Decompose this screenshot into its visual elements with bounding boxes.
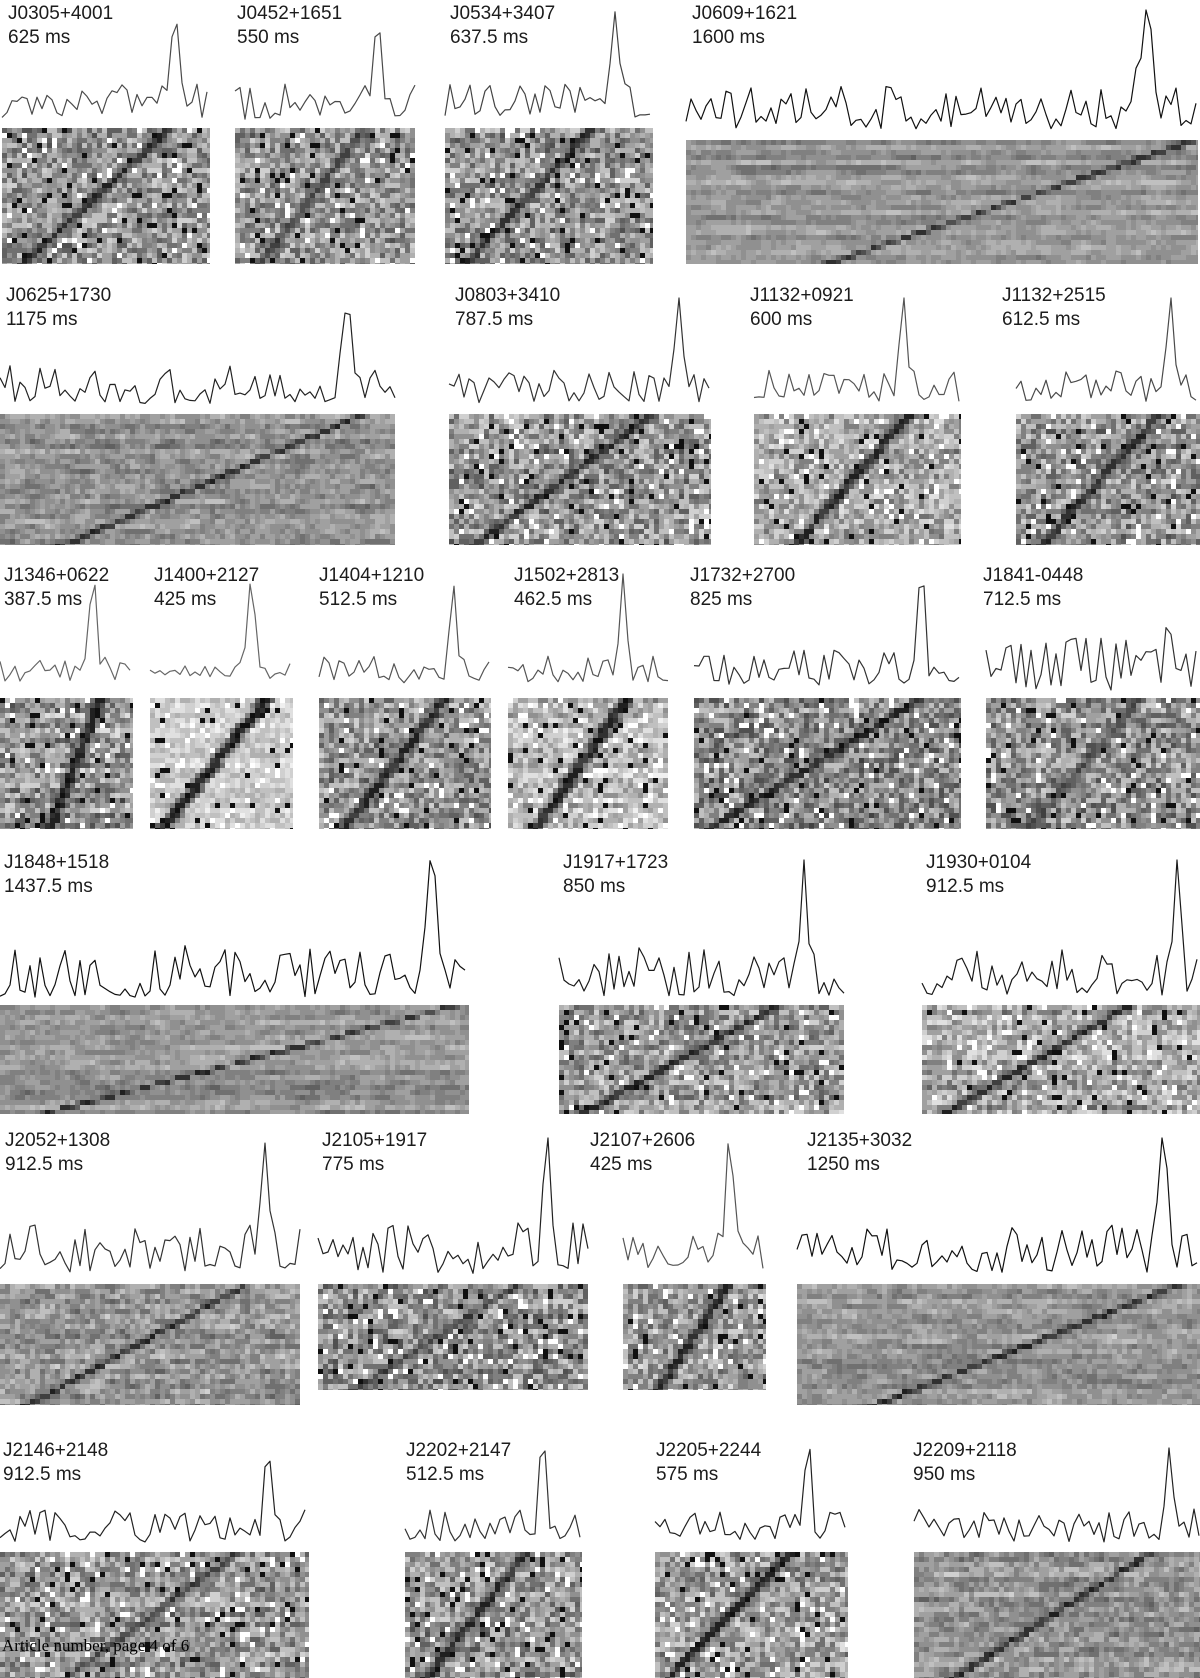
dynamic-spectrum-image — [655, 1552, 848, 1678]
dynamic-spectrum-image — [405, 1552, 582, 1678]
dynamic-spectrum-image — [623, 1284, 766, 1390]
pulsar-period: 387.5 ms — [4, 589, 83, 610]
pulsar-period: 712.5 ms — [983, 589, 1062, 610]
pulsar-period: 550 ms — [237, 27, 300, 48]
pulsar-name: J0305+4001 — [8, 3, 114, 24]
dynamic-spectrum-image — [797, 1284, 1200, 1405]
panel-label — [450, 2, 555, 50]
pulsar-name: J2052+1308 — [5, 1130, 111, 1151]
panel-label — [514, 564, 619, 612]
pulsar-period: 1250 ms — [807, 1154, 880, 1175]
dynamic-spectrum-image — [686, 140, 1198, 264]
panel-label — [4, 851, 109, 899]
pulsar-name: J0803+3410 — [455, 285, 561, 306]
pulsar-period: 425 ms — [154, 589, 217, 610]
pulsar-period: 775 ms — [322, 1154, 385, 1175]
dynamic-spectrum-image — [694, 698, 961, 829]
dynamic-spectrum-image — [914, 1552, 1200, 1678]
pulsar-period: 462.5 ms — [514, 589, 593, 610]
pulsar-period: 787.5 ms — [455, 309, 534, 330]
dynamic-spectrum-image — [445, 128, 653, 264]
pulsar-name: J2146+2148 — [3, 1440, 109, 1461]
pulsar-period: 850 ms — [563, 876, 626, 897]
dynamic-spectrum-image — [1016, 414, 1200, 545]
pulsar-name: J1732+2700 — [690, 565, 796, 586]
pulsar-period: 512.5 ms — [406, 1464, 485, 1485]
pulsar-period: 912.5 ms — [5, 1154, 84, 1175]
pulsar-name: J2105+1917 — [322, 1130, 428, 1151]
page-footer: Article number, page 4 of 6 — [2, 1636, 190, 1655]
pulsar-period: 575 ms — [656, 1464, 719, 1485]
panel-label — [6, 284, 111, 332]
panel-label — [656, 1439, 761, 1487]
pulsar-period: 637.5 ms — [450, 27, 529, 48]
pulsar-period: 425 ms — [590, 1154, 653, 1175]
dynamic-spectrum-image — [150, 698, 293, 829]
pulsar-period: 1437.5 ms — [4, 876, 93, 897]
panel-label — [926, 851, 1031, 899]
pulsar-period: 825 ms — [690, 589, 753, 610]
pulsar-name: J1841-0448 — [983, 565, 1084, 586]
pulsar-name: J0452+1651 — [237, 3, 343, 24]
panel-label — [154, 564, 259, 612]
dynamic-spectrum-image — [922, 1005, 1200, 1114]
panel-label — [455, 284, 560, 332]
dynamic-spectrum-image — [235, 128, 415, 264]
panel-label — [590, 1129, 695, 1177]
pulsar-period: 600 ms — [750, 309, 813, 330]
pulsar-name: J1132+2515 — [1002, 285, 1106, 306]
panel-label — [690, 564, 795, 612]
panel-label — [319, 564, 424, 612]
panel-label — [750, 284, 854, 332]
pulsar-name: J0625+1730 — [6, 285, 112, 306]
panel-label — [692, 2, 797, 50]
dynamic-spectrum-image — [2, 128, 210, 264]
pulsar-period: 612.5 ms — [1002, 309, 1081, 330]
dynamic-spectrum-image — [559, 1005, 844, 1114]
dynamic-spectrum-image — [449, 414, 711, 545]
dynamic-spectrum-image — [0, 698, 133, 829]
pulsar-period: 950 ms — [913, 1464, 976, 1485]
pulsar-name: J1848+1518 — [4, 852, 110, 873]
panel-label — [983, 564, 1083, 612]
pulsar-period: 1600 ms — [692, 27, 765, 48]
pulsar-period: 912.5 ms — [926, 876, 1005, 897]
pulsar-name: J1502+2813 — [514, 565, 620, 586]
dynamic-spectrum-image — [0, 414, 395, 545]
pulsar-period: 912.5 ms — [3, 1464, 82, 1485]
dynamic-spectrum-image — [319, 698, 491, 829]
pulsar-period: 625 ms — [8, 27, 71, 48]
pulsar-name: J1917+1723 — [563, 852, 669, 873]
dynamic-spectrum-image — [508, 698, 668, 829]
pulsar-name: J2135+3032 — [807, 1130, 913, 1151]
panel-label — [406, 1439, 511, 1487]
dynamic-spectrum-image — [0, 1005, 469, 1114]
pulsar-period: 512.5 ms — [319, 589, 398, 610]
pulsar-name: J0534+3407 — [450, 3, 556, 24]
panel-label — [8, 2, 113, 50]
panel-label — [3, 1439, 108, 1487]
pulsar-name: J2107+2606 — [590, 1130, 696, 1151]
dynamic-spectrum-image — [318, 1284, 588, 1390]
pulsar-name: J1346+0622 — [4, 565, 110, 586]
pulsar-name: J1930+0104 — [926, 852, 1032, 873]
panel-label — [237, 2, 342, 50]
dynamic-spectrum-image — [0, 1552, 309, 1678]
pulsar-name: J1400+2127 — [154, 565, 260, 586]
pulsar-name: J2202+2147 — [406, 1440, 512, 1461]
pulsar-name: J1404+1210 — [319, 565, 425, 586]
pulsar-period: 1175 ms — [6, 309, 78, 330]
panel-label — [807, 1129, 912, 1177]
panel-label — [5, 1129, 110, 1177]
pulsar-name: J1132+0921 — [750, 285, 854, 306]
pulsar-name: J2209+2118 — [913, 1440, 1017, 1461]
pulsar-name: J2205+2244 — [656, 1440, 762, 1461]
panel-label — [563, 851, 668, 899]
dynamic-spectrum-image — [754, 414, 961, 545]
panel-label — [4, 564, 109, 612]
panel-label — [913, 1439, 1017, 1487]
panel-label — [1002, 284, 1106, 332]
dynamic-spectrum-image — [0, 1284, 300, 1405]
dynamic-spectrum-image — [986, 698, 1200, 829]
pulsar-name: J0609+1621 — [692, 3, 798, 24]
panel-label — [322, 1129, 427, 1177]
